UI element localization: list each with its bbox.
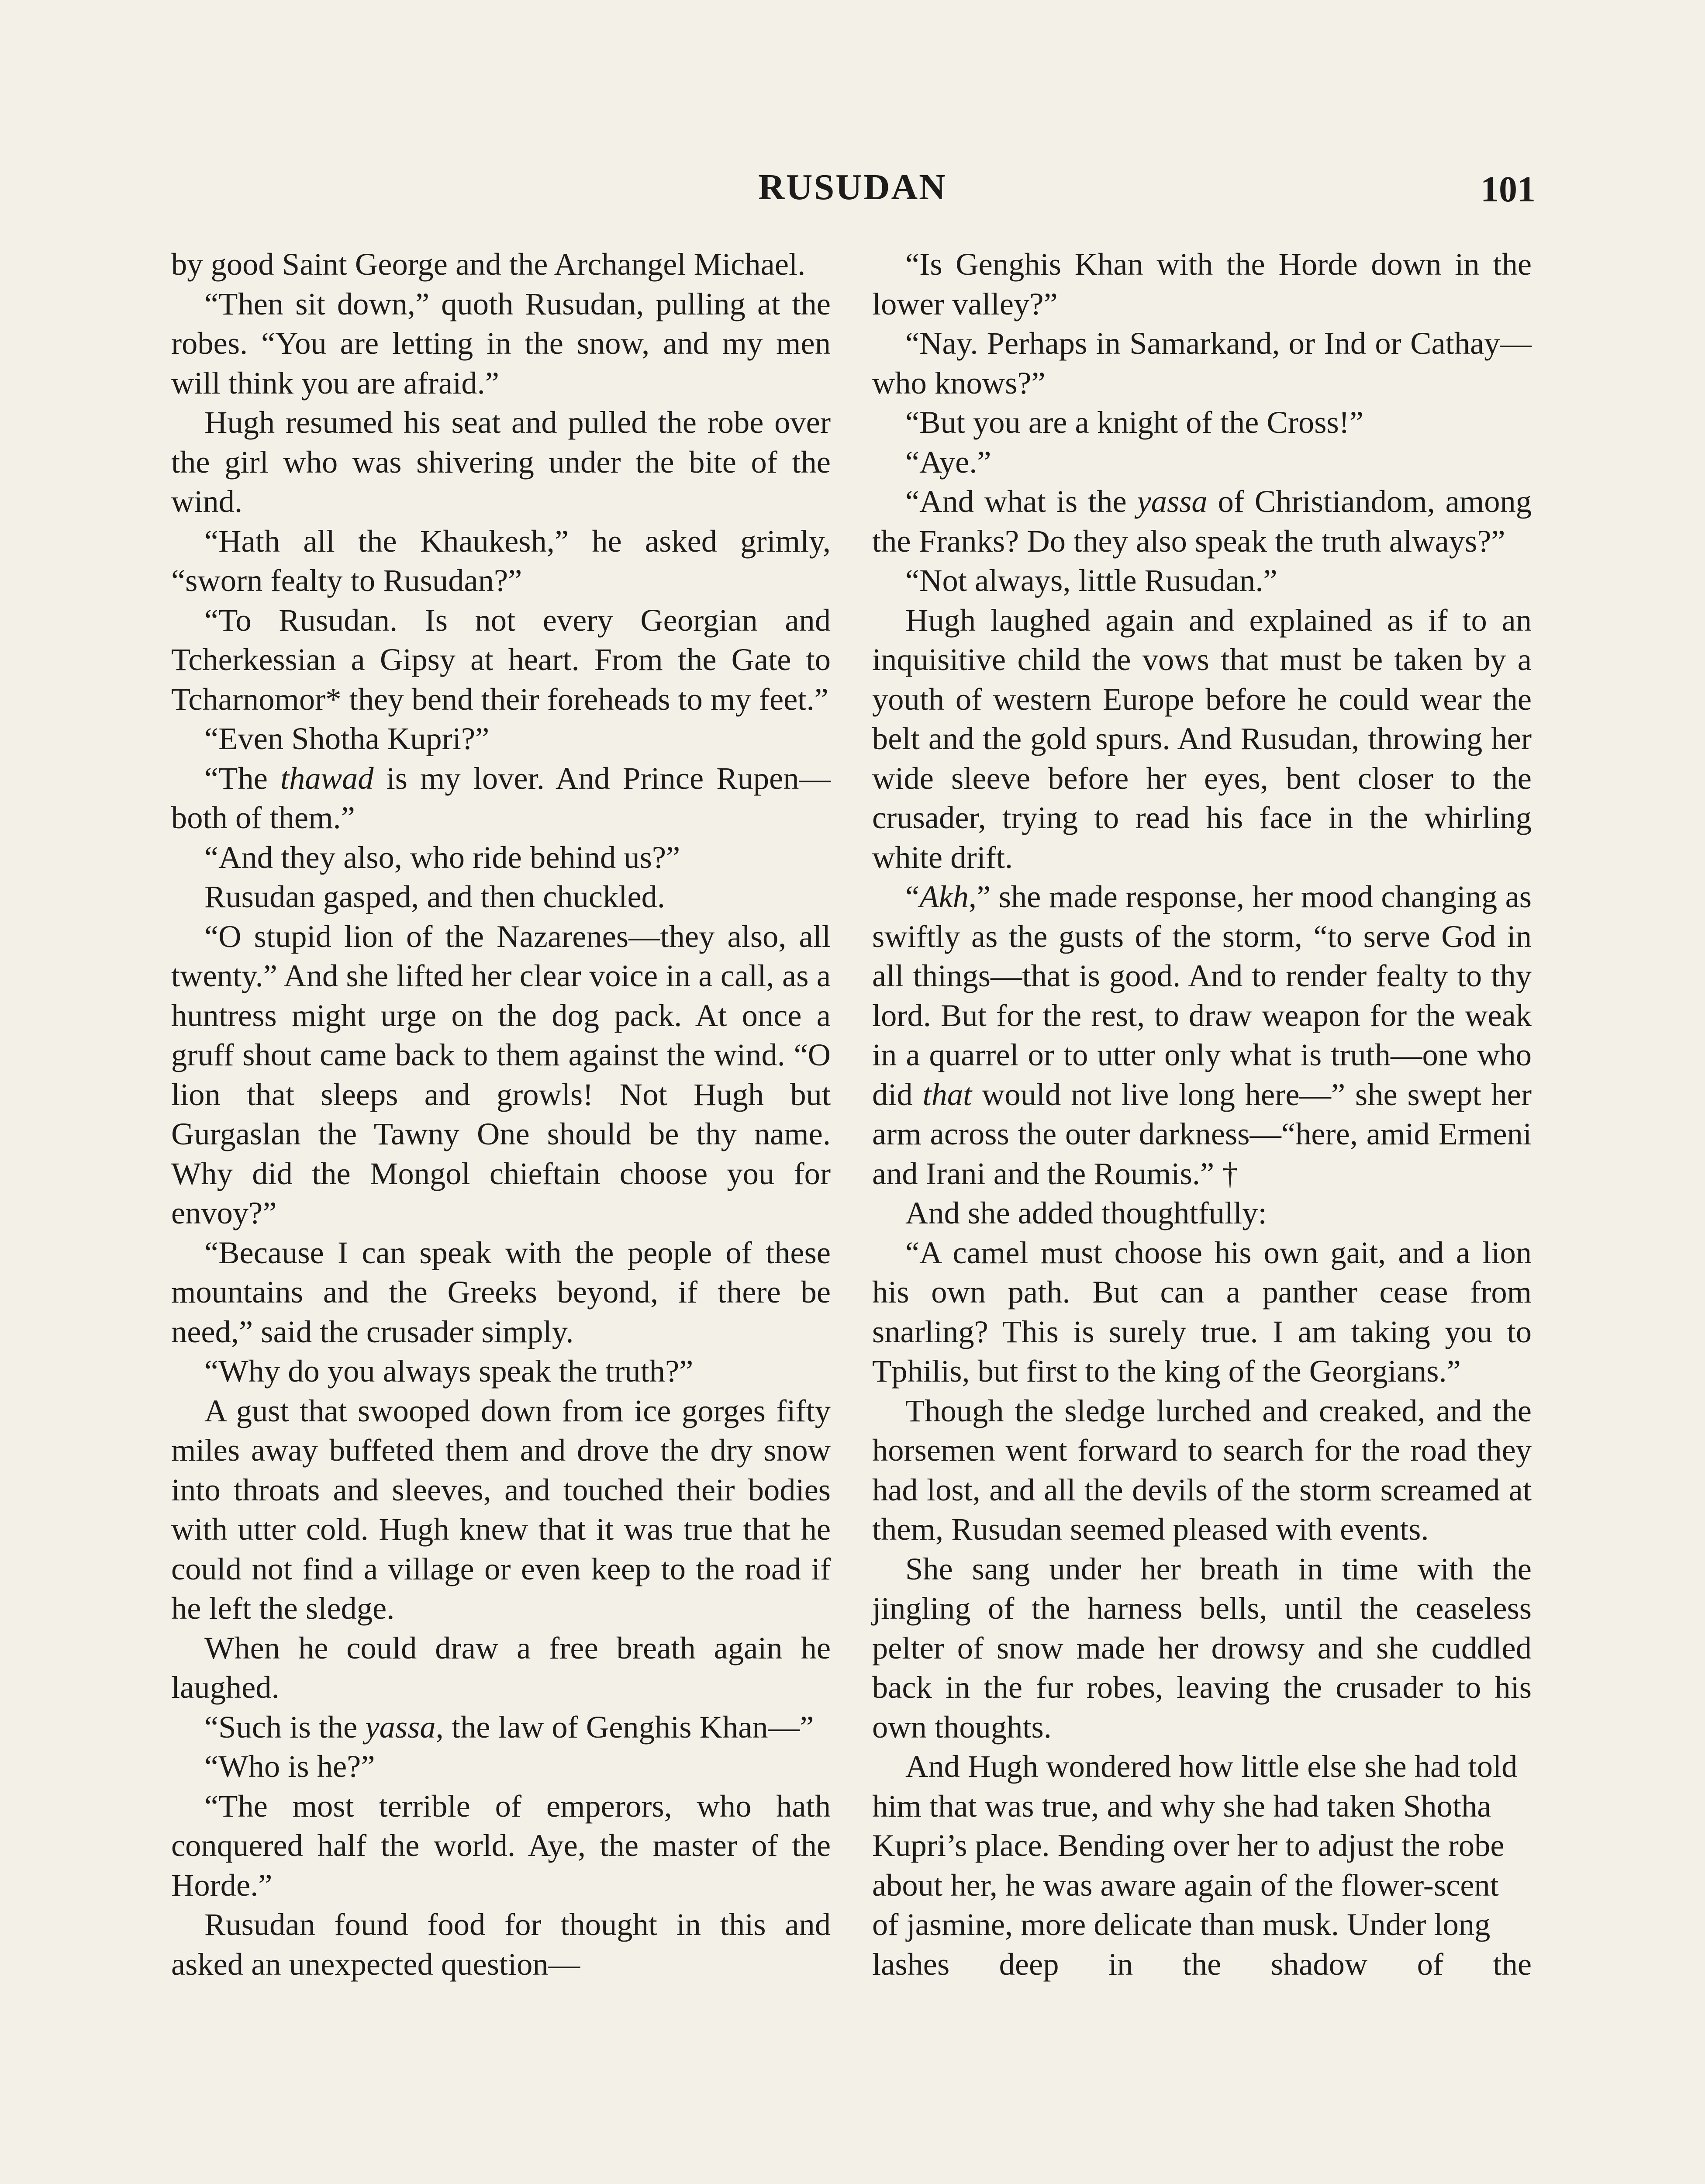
paragraph: “Because I can speak with the people of these mountains and the Greeks beyond, if there be need,” said the crusader simply.: [171, 1234, 831, 1349]
paragraph: “But you are a knight of the Cross!”: [905, 404, 1363, 440]
paragraph: Though the sledge lurched and creaked, and the horsemen went forward to search for the road they had lost, and all the devils of the storm screamed at them, Rusudan seemed pleased with events.: [872, 1393, 1532, 1547]
paragraph: “Such is the yassa, the law of Genghis Khan—”: [204, 1709, 814, 1745]
paragraph: “The most terrible of emperors, who hath conquered half the world. Aye, the master of the Horde.”: [171, 1788, 831, 1903]
paragraph: Rusudan found food for thought in this and asked an unexpected question—: [171, 1907, 831, 1982]
text-column-right: [872, 245, 1532, 1984]
paragraph: She sang under her breath in time with the jingling of the harness bells, until the ceaseless pelter of snow made her drowsy and she cuddled back in the fur robes, leaving the crusader to his own thoughts.: [872, 1551, 1532, 1745]
paragraph: “To Rusudan. Is not every Georgian and Tcherkessian a Gipsy at heart. From the Gate to Tcharnomor* they bend their foreheads to my feet.”: [171, 602, 831, 717]
paragraph: “Akh,” she made response, her mood changing as swiftly as the gusts of the storm, “to serve God in all things—that is good. And to render fealty to thy lord. But for the rest, to draw weapon for the weak in a quarrel or to utter only what is truth—one who did that would not live long here—” she swept her arm across the outer darkness—“here, amid Ermeni and Irani and the Roumis.” †: [872, 879, 1532, 1191]
paragraph: Hugh laughed again and explained as if to an inquisitive child the vows that must be taken by a youth of western Europe before he could wear the belt and the gold spurs. And Rusudan, throwing her wide sleeve before her eyes, bent closer to the crusader, trying to read his face in the whirling white drift.: [872, 602, 1532, 875]
paragraph: “Not always, little Rusudan.”: [905, 563, 1277, 598]
paragraph: And Hugh wondered how little else she had told him that was true, and why she had taken Shotha Kupri’s place. Bending over her to adjust the robe about her, he was aware again of the flower-scent of jasmine, more delicate than musk. Under long lashes deep in the shadow of the: [872, 1749, 1532, 1982]
paragraph: “O stupid lion of the Nazarenes—they also, all twenty.” And she lifted her clear voice in a call, as a huntress might urge on the dog pack. At once a gruff shout came back to them against the wind. “O lion that sleeps and growls! Not Hugh but Gurgaslan the Tawny One should be thy name. Why did the Mongol chieftain choose you for envoy?”: [171, 918, 831, 1230]
running-head: RUSUDAN: [758, 167, 947, 207]
paragraph: “Aye.”: [905, 444, 991, 480]
paragraph: “A camel must choose his own gait, and a lion his own path. But can a panther cease from snarling? This is surely true. I am taking you to Tphilis, but first to the king of the Georgians.”: [872, 1234, 1532, 1389]
paragraph: A gust that swooped down from ice gorges fifty miles away buffeted them and drove the dry snow into throats and sleeves, and touched their bodies with utter cold. Hugh knew that it was true that he could not find a village or even keep to the road if he left the sledge.: [171, 1393, 831, 1626]
paragraph: Rusudan gasped, and then chuckled.: [204, 879, 666, 914]
paragraph: “The thawad is my lover. And Prince Rupen—both of them.”: [171, 760, 831, 835]
paragraph: “Even Shotha Kupri?”: [204, 721, 490, 756]
paragraph: “And what is the yassa of Christiandom, among the Franks? Do they also speak the truth always?”: [872, 484, 1532, 559]
paragraph: And she added thoughtfully:: [905, 1195, 1267, 1230]
page-number: 101: [1481, 169, 1536, 210]
paragraph: “Nay. Perhaps in Samarkand, or Ind or Cathay—who knows?”: [872, 325, 1532, 401]
paragraph: “Then sit down,” quoth Rusudan, pulling at the robes. “You are letting in the snow, and my men will think you are afraid.”: [171, 286, 831, 401]
paragraph: “Is Genghis Khan with the Horde down in the lower valley?”: [872, 246, 1532, 321]
paragraph: When he could draw a free breath again he laughed.: [171, 1630, 831, 1705]
paragraph: Hugh resumed his seat and pulled the robe over the girl who was shivering under the bite of the wind.: [171, 404, 831, 519]
paragraph: by good Saint George and the Archangel Michael.: [171, 246, 806, 282]
paragraph: “Hath all the Khaukesh,” he asked grimly, “sworn fealty to Rusudan?”: [171, 523, 831, 598]
paragraph: “Why do you always speak the truth?”: [204, 1353, 694, 1389]
paragraph: “Who is he?”: [204, 1749, 375, 1784]
text-column-left: [171, 245, 831, 1984]
paragraph: “And they also, who ride behind us?”: [204, 839, 680, 875]
